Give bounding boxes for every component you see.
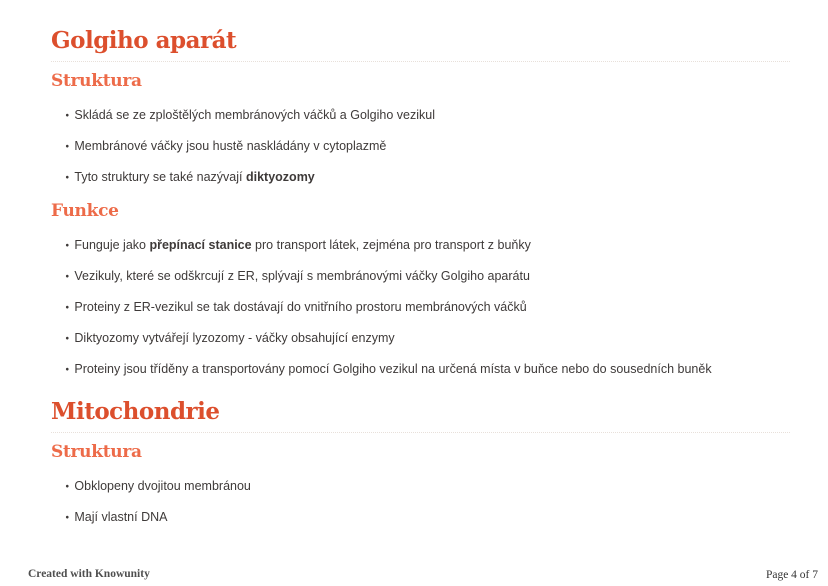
page-number: Page 4 of 7 bbox=[765, 569, 818, 581]
bullet-text-bold: diktyozomy bbox=[246, 170, 315, 184]
bullet-item bbox=[65, 331, 790, 346]
bullet-item bbox=[65, 362, 790, 377]
bullet-text: Membránové váčky jsou hustě naskládány v cytoplazmě bbox=[74, 139, 387, 153]
bullet-icon: • bbox=[65, 480, 69, 492]
bullet-text: Tyto struktury se také nazývají bbox=[74, 170, 246, 184]
bullet-icon: • bbox=[65, 239, 69, 251]
bullet-item bbox=[65, 510, 790, 525]
bullet-item bbox=[65, 269, 790, 284]
bullet-text: Proteiny jsou tříděny a transportovány pomocí Golgiho vezikul na určená místa v buňce nebo do sousedních buněk bbox=[74, 362, 712, 376]
bullet-icon: • bbox=[65, 363, 69, 375]
bullet-icon: • bbox=[65, 301, 69, 313]
bullet-icon: • bbox=[65, 140, 69, 152]
subsection-heading: Struktura bbox=[51, 442, 142, 462]
bullet-icon: • bbox=[65, 109, 69, 121]
bullet-text: Diktyozomy vytvářejí lyzozomy - váčky obsahující enzymy bbox=[74, 331, 395, 345]
subsection bbox=[51, 441, 790, 525]
section bbox=[51, 26, 790, 377]
bullet-list bbox=[51, 108, 790, 185]
section-title: Mitochondrie bbox=[51, 398, 220, 425]
bullet-icon: • bbox=[65, 511, 69, 523]
bullet-item bbox=[65, 300, 790, 315]
bullet-text: Funguje jako bbox=[74, 238, 150, 252]
bullet-item bbox=[65, 170, 790, 185]
section-divider bbox=[51, 61, 790, 62]
section-title: Golgiho aparát bbox=[51, 27, 237, 54]
bullet-list bbox=[51, 238, 790, 377]
bullet-text: Vezikuly, které se odškrcují z ER, splývají s membránovými váčky Golgiho aparátu bbox=[74, 269, 530, 283]
bullet-text: Proteiny z ER-vezikul se tak dostávají do vnitřního prostoru membránových váčků bbox=[74, 300, 527, 314]
footer-branding: Created with Knowunity bbox=[28, 568, 150, 580]
subsection-heading: Struktura bbox=[51, 71, 142, 91]
bullet-item bbox=[65, 139, 790, 154]
bullet-icon: • bbox=[65, 171, 69, 183]
section-divider bbox=[51, 432, 790, 433]
bullet-item bbox=[65, 479, 790, 494]
bullet-icon: • bbox=[65, 332, 69, 344]
bullet-text: Skládá se ze zploštělých membránových váčků a Golgiho vezikul bbox=[74, 108, 435, 122]
bullet-item bbox=[65, 238, 790, 253]
bullet-icon: • bbox=[65, 270, 69, 282]
subsection bbox=[51, 200, 790, 377]
bullet-item bbox=[65, 108, 790, 123]
bullet-text: pro transport látek, zejména pro transport z buňky bbox=[251, 238, 531, 252]
bullet-text-bold: přepínací stanice bbox=[149, 238, 252, 252]
section bbox=[51, 397, 790, 525]
bullet-list bbox=[51, 479, 790, 525]
subsection bbox=[51, 70, 790, 185]
subsection-heading: Funkce bbox=[51, 201, 119, 221]
bullet-text: Obklopeny dvojitou membránou bbox=[74, 479, 251, 493]
bullet-text: Mají vlastní DNA bbox=[74, 510, 168, 524]
